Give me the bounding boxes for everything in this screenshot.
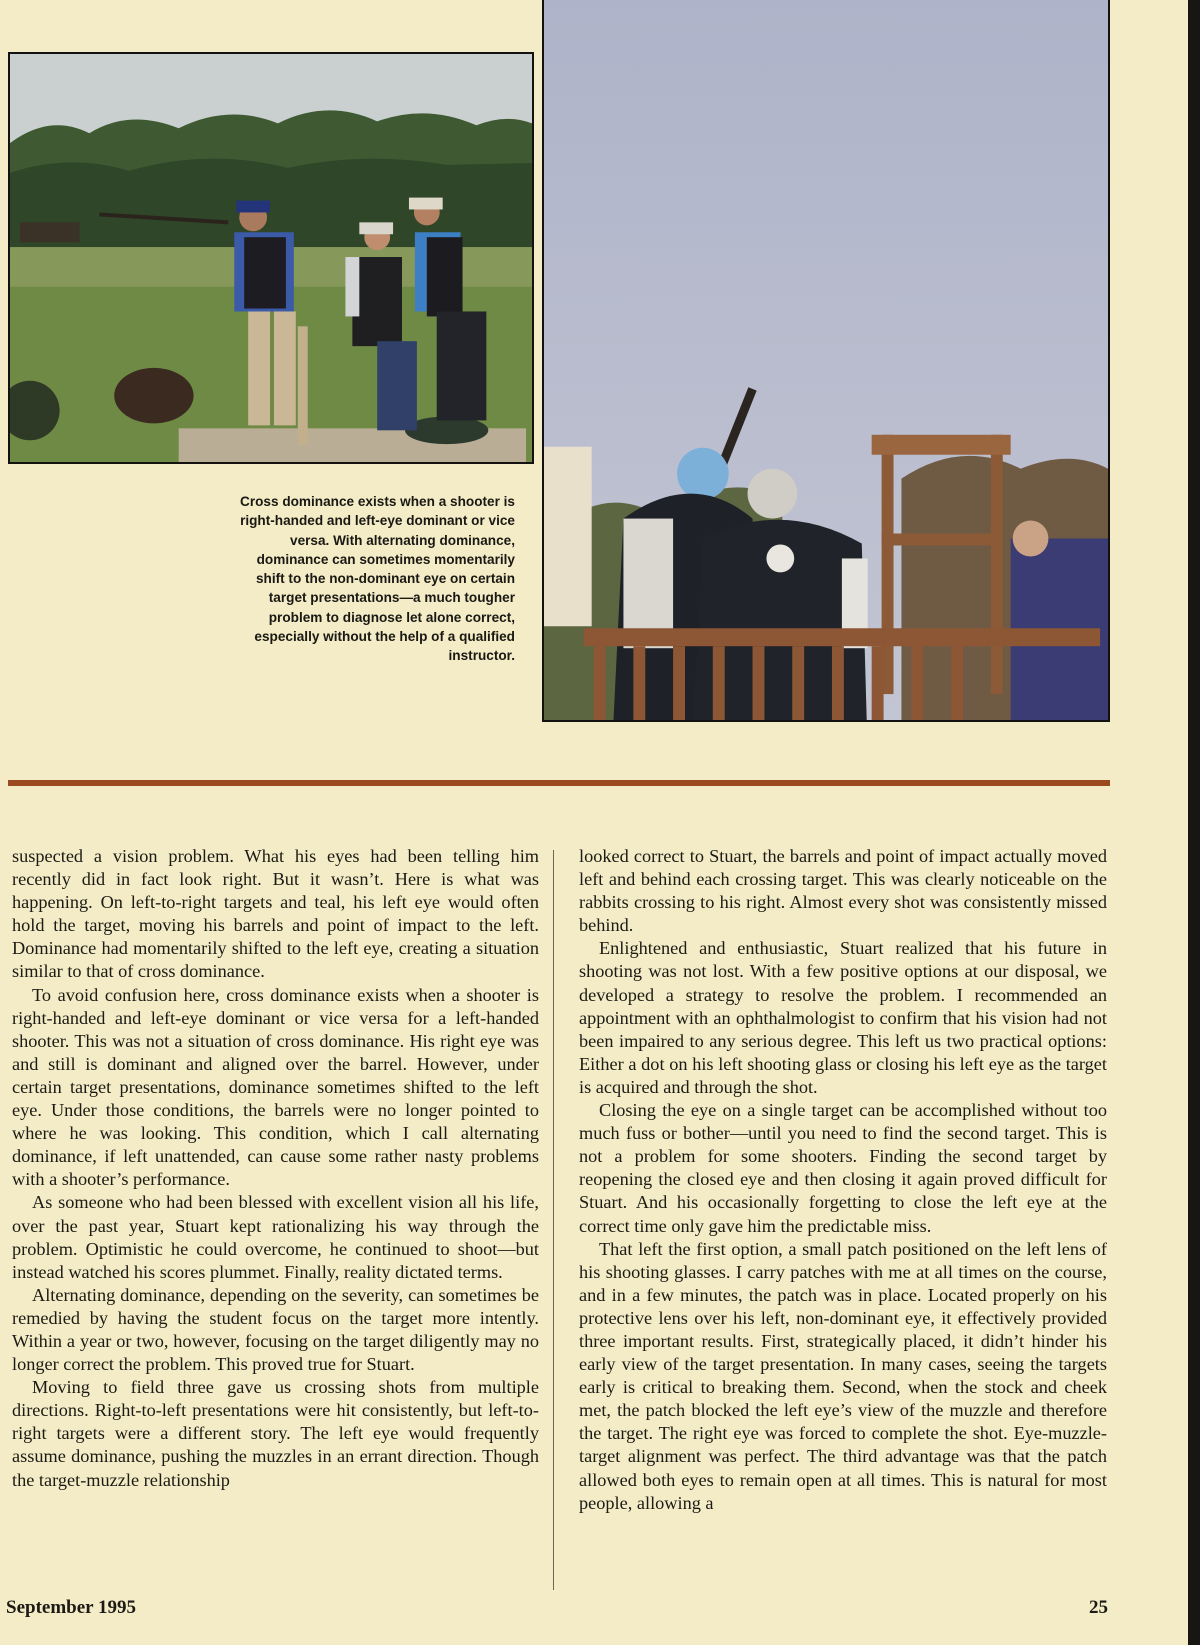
page-number: 25 bbox=[1089, 1597, 1108, 1618]
photo-shooters-field-image bbox=[10, 54, 532, 462]
paragraph: looked correct to Stuart, the barrels and point of impact actually moved left and behind each crossing target. This was clearly noticeable on the rabbits crossing to his right. Almost every shot was consistently missed behind. bbox=[579, 846, 1107, 936]
paragraph: suspected a vision problem. What his eyes had been telling him recently did in fact look right. But it wasn’t. Here is what was happening. On left-to-right targets and teal, his left eye would often hold the target, moving his barrels and point of impact to the left. Dominance had momentarily shifted to the left eye, creating a situation similar to that of cross dominance. bbox=[12, 846, 539, 982]
paragraph: To avoid confusion here, cross dominance exists when a shooter is right-handed and left-eye dominant or vice versa for a left-handed shooter. This was not a situation of cross dominance. His right eye was and still is dominant and aligned over the barrel. However, under certain target presentations, dominance sometimes shifted to the left eye. Under those conditions, the barrels were no longer pointed to where he was looking. This condition, which I call alternating dominance, if left unattended, can cause some rather nasty problems with a shooter’s performance. bbox=[12, 984, 539, 1190]
footer-date: September 1995 bbox=[6, 1597, 136, 1618]
column-divider bbox=[553, 850, 554, 1590]
photo-shooters-field bbox=[8, 52, 534, 464]
text-column-right bbox=[579, 845, 1107, 1583]
photo-shooters-platform bbox=[542, 0, 1110, 722]
text-column-left bbox=[12, 845, 539, 1583]
paragraph: Closing the eye on a single target can be accomplished without too much fuss or bother—until you need to find the second target. This is not a problem for some shooters. Finding the second target by reopening the closed eye and then closing it again proved difficult for Stuart. And his occasionally forgetting to close the left eye at the correct time only gave him the predictable miss. bbox=[579, 1100, 1107, 1236]
paragraph: Moving to field three gave us crossing shots from multiple directions. Right-to-left presentations were hit consistently, but left-to-right targets were a different story. The left eye would frequently assume dominance, pushing the muzzles in an errant direction. Though the target-muzzle relationship bbox=[12, 1377, 539, 1490]
paragraph: Enlightened and enthusiastic, Stuart realized that his future in shooting was not lost. With a few positive options at our disposal, we developed a strategy to resolve the problem. I recommended an appointment with an ophthalmologist to confirm that his vision had not been impaired to any serious degree. This left us two practical options: Either a dot on his left shooting glass or closing his left eye as the target is acquired and through the shot. bbox=[579, 938, 1107, 1097]
page-edge bbox=[1188, 0, 1200, 1645]
section-rule bbox=[8, 780, 1110, 786]
photo-shooters-platform-image bbox=[544, 0, 1108, 720]
photo-caption: Cross dominance exists when a shooter is right-handed and left-eye dominant or vice versa. With alternating dominance, dominance can sometimes momentarily shift to the non-dominant eye on certain target presentations—a much tougher problem to diagnose let alone correct, especially without the help of a qualified instructor. bbox=[240, 494, 515, 664]
paragraph: That left the first option, a small patch positioned on the left lens of his shooting glasses. I carry patches with me at all times on the course, and in a few minutes, the patch was in place. Located properly on his protective lens over his left, non-dominant eye, it effectively provided three important results. First, strategically placed, it didn’t hinder his early view of the target presentation. In many cases, seeing the targets early is critical to breaking them. Second, when the stock and cheek met, the patch blocked the left eye’s view of the muzzle and therefore the target. The right eye was forced to complete the shot. Eye-muzzle-target alignment was perfect. The third advantage was that the patch allowed both eyes to remain open at all times. This is natural for most people, allowing a bbox=[579, 1238, 1107, 1513]
paragraph: As someone who had been blessed with excellent vision all his life, over the past year, Stuart kept rationalizing his way through the problem. Optimistic he could overcome, he continued to shoot—but instead watched his scores plummet. Finally, reality dictated terms. bbox=[12, 1192, 539, 1282]
paragraph: Alternating dominance, depending on the severity, can sometimes be remedied by having the student focus on the target more intently. Within a year or two, however, focusing on the target diligently may no longer correct the problem. This proved true for Stuart. bbox=[12, 1284, 539, 1375]
